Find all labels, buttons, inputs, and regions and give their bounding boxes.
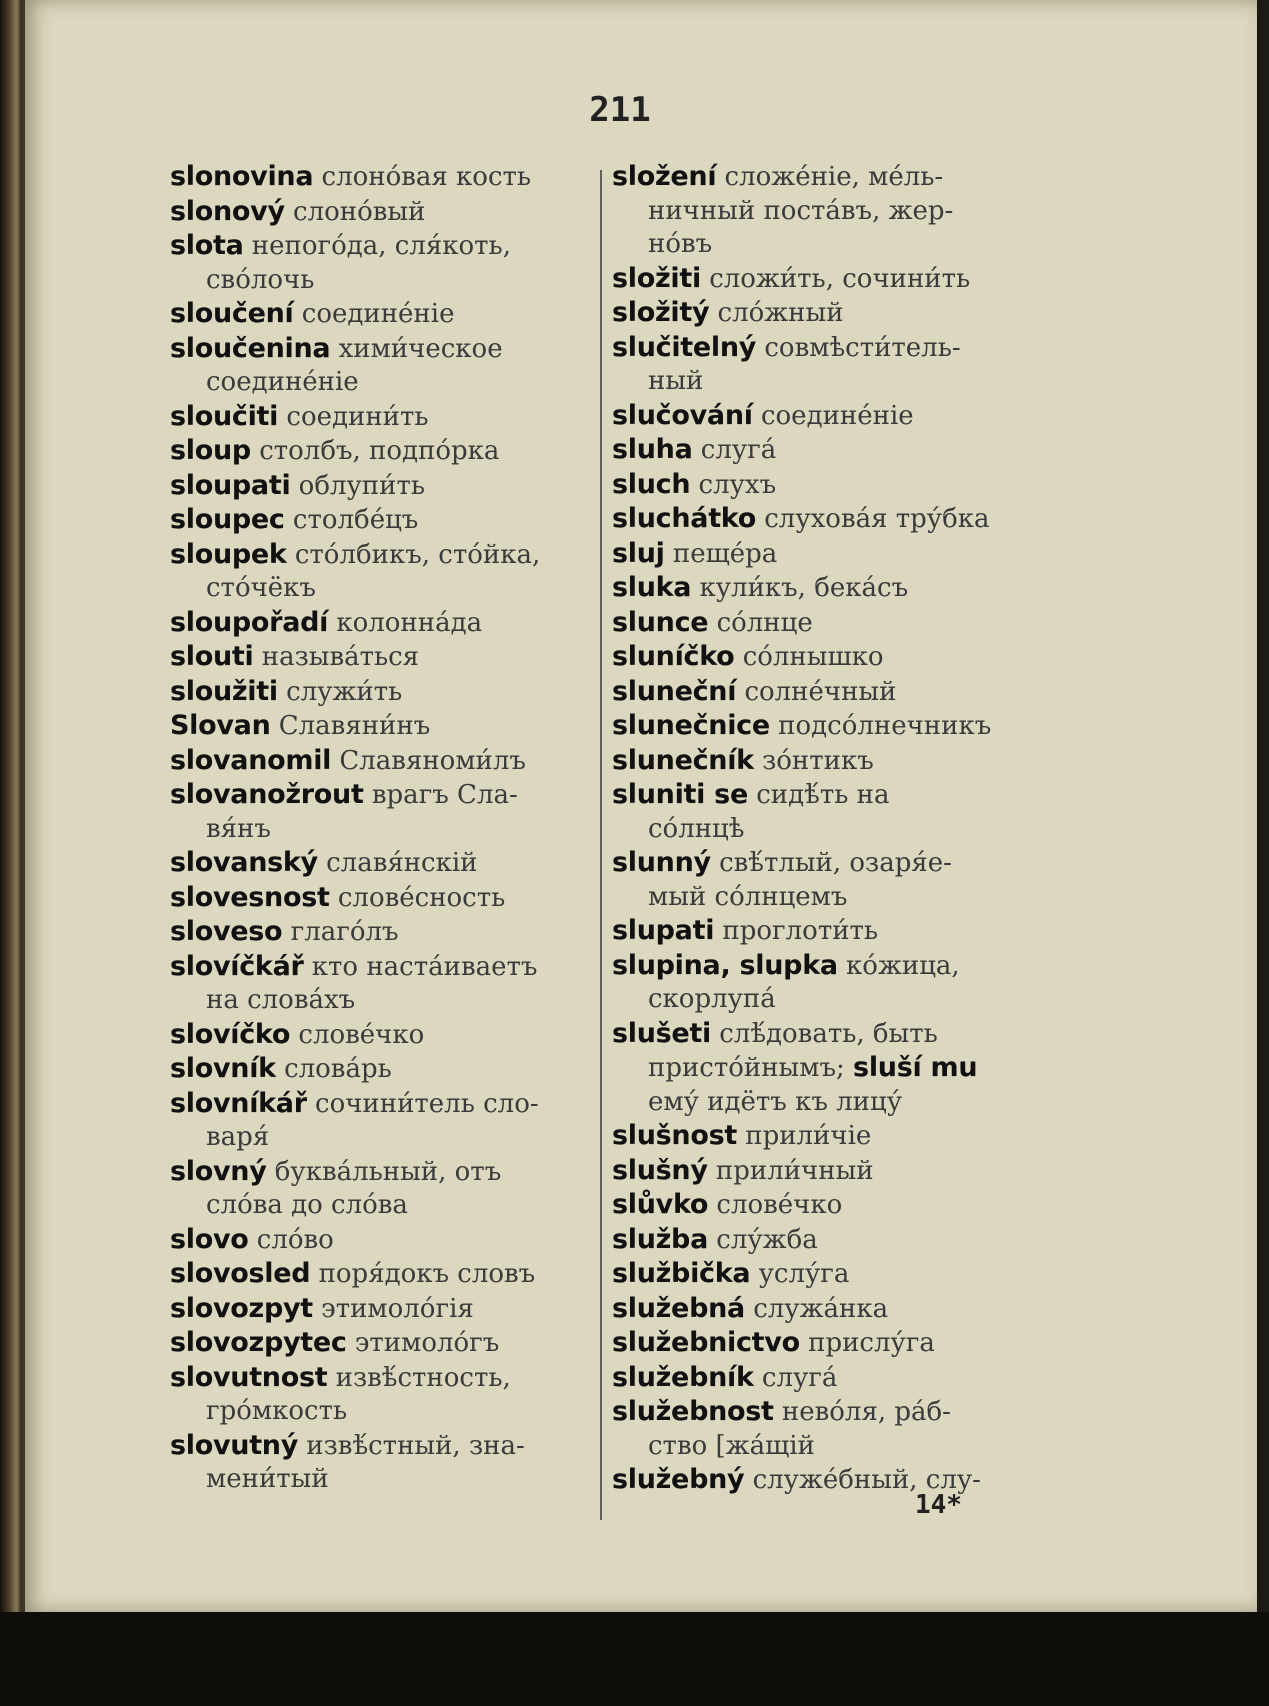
entry-definition-continued: ный (648, 366, 704, 396)
entry-definition: слу́жба (716, 1224, 818, 1255)
dictionary-entry (612, 160, 1032, 262)
entry-headword: složení (612, 161, 717, 192)
dictionary-entry (170, 469, 600, 504)
dictionary-entry (170, 332, 600, 400)
entry-headword: sloučiti (170, 400, 279, 432)
dictionary-entry (170, 915, 600, 950)
dictionary-entry (612, 1395, 1032, 1463)
entry-definition: со́лнышко (742, 642, 884, 672)
entry-headword: slučitelný (612, 331, 757, 363)
entry-definition: столбе́цъ (292, 505, 419, 535)
entry-headword: slovníkář (170, 1087, 307, 1119)
entry-headword: sluka (612, 572, 692, 603)
entry-definition: прили́чіе (745, 1121, 872, 1151)
entry-definition-continued: ему́ идётъ къ лицу́ (648, 1086, 903, 1117)
entry-definition: колонна́да (336, 607, 483, 638)
entry-definition: прислу́га (808, 1328, 935, 1358)
dictionary-entry (612, 606, 1032, 641)
book-spine (0, 0, 22, 1612)
dictionary-entry (612, 709, 1032, 744)
entry-definition: слове́чко (298, 1019, 425, 1050)
entry-headword: slonovina (170, 161, 314, 192)
dictionary-entry (170, 1326, 600, 1361)
dictionary-entry (170, 846, 600, 881)
entry-definition: поря́докъ словъ (318, 1259, 536, 1289)
entry-headword: slunce (612, 606, 709, 638)
dictionary-entry (612, 262, 1032, 297)
entry-headword: sloužiti (170, 675, 278, 707)
entry-definition: кто наста́иваетъ (311, 951, 538, 982)
entry-definition-continued: на слова́хъ (206, 985, 356, 1015)
entry-definition-continued: сво́лочь (206, 264, 315, 295)
entry-headword: slovanský (170, 847, 318, 878)
entry-headword: sluniti se (612, 779, 748, 810)
dictionary-entry (170, 160, 600, 195)
entry-definition: слоно́вый (293, 196, 426, 227)
entry-definition: славя́нскій (326, 848, 478, 878)
entry-definition: извѣ́стный, зна- (306, 1430, 525, 1461)
entry-definition: извѣ́стность, (335, 1362, 511, 1393)
entry-headword: slunečník (612, 744, 754, 776)
dictionary-entry (170, 950, 600, 1018)
entry-definition: слове́сность (337, 882, 506, 913)
dictionary-entry (170, 778, 600, 846)
dictionary-entry (170, 744, 600, 779)
entry-headword: slouti (170, 641, 254, 672)
dictionary-entry (612, 1188, 1032, 1223)
entry-headword: slovo (170, 1223, 249, 1255)
entry-definition: этимоло́гъ (354, 1328, 500, 1358)
entry-definition-continued: присто́йнымъ; (648, 1053, 845, 1083)
entry-definition-continued: но́въ (648, 229, 713, 259)
entry-headword: slovozpytec (170, 1327, 347, 1358)
entry-definition-continued: сто́чёкъ (206, 573, 316, 603)
entry-definition-continued: сло́ва до сло́ва (206, 1190, 408, 1220)
entry-definition: проглоти́ть (722, 916, 879, 946)
entry-definition-continued: варя́ (206, 1122, 270, 1152)
entry-headword: slovanomil (170, 744, 332, 776)
entry-definition: хими́ческое (338, 333, 503, 364)
entry-headword: službička (612, 1258, 751, 1289)
dictionary-entry (612, 914, 1032, 949)
dictionary-entry (170, 709, 600, 744)
entry-headword: služebnost (612, 1396, 774, 1427)
entry-headword: slovozpyt (170, 1292, 313, 1324)
entry-headword: sloveso (170, 916, 283, 947)
dictionary-entry (612, 1154, 1032, 1189)
entry-definition: глаго́лъ (290, 917, 399, 947)
entry-definition: сидѣ́ть на (756, 780, 890, 810)
dictionary-entry (170, 675, 600, 710)
dictionary-entry (170, 1087, 600, 1155)
entry-headword: slovosled (170, 1258, 311, 1289)
dictionary-entry (170, 195, 600, 230)
dictionary-entry (170, 434, 600, 469)
entry-headword: Slovan (170, 710, 271, 741)
entry-headword: sluchátko (612, 503, 756, 534)
entry-definition: свѣ́тлый, озаря́е- (719, 848, 952, 878)
entry-headword: slůvko (612, 1189, 709, 1220)
dictionary-entry (612, 433, 1032, 468)
entry-headword: slupina, slupka (612, 949, 838, 981)
entry-headword: slušnost (612, 1120, 737, 1151)
dictionary-entry (612, 1223, 1032, 1258)
entry-definition: непого́да, сля́коть, (251, 231, 511, 261)
dictionary-entry (612, 1463, 1032, 1498)
entry-definition: слуга́ (700, 435, 777, 465)
entry-headword: služebná (612, 1292, 745, 1324)
entry-definition: зо́нтикъ (762, 745, 874, 776)
entry-definition: сложи́ть, сочини́ть (709, 263, 971, 294)
entry-definition: прили́чный (715, 1155, 874, 1186)
entry-definition: соедине́ніе (760, 400, 914, 431)
dictionary-entry (612, 399, 1032, 434)
dictionary-entry (170, 1223, 600, 1258)
dictionary-entry (170, 1018, 600, 1053)
dictionary-entry (612, 537, 1032, 572)
entry-headword: slučování (612, 399, 753, 431)
entry-headword: sloupati (170, 469, 291, 501)
dictionary-entry (170, 229, 600, 297)
entry-definition: кули́къ, бека́съ (699, 573, 909, 603)
dictionary-entry (612, 949, 1032, 1017)
entry-headword: slovník (170, 1053, 276, 1084)
dictionary-entry (612, 1361, 1032, 1396)
entry-definition: служа́нка (753, 1293, 889, 1324)
entry-definition: служи́ть (286, 676, 403, 707)
entry-headword: sloup (170, 435, 251, 466)
entry-definition-continued: мый со́лнцемъ (648, 881, 848, 912)
column-divider (600, 170, 602, 1520)
dictionary-entry (612, 675, 1032, 710)
entry-definition: сложе́ніе, ме́ль- (724, 162, 944, 192)
entry-definition: врагъ Сла- (371, 780, 518, 810)
entry-definition: соедини́ть (286, 401, 429, 432)
entry-headword: služebný (612, 1464, 745, 1495)
entry-headword: sloupec (170, 504, 285, 535)
entry-definition: слове́чко (716, 1190, 843, 1220)
dictionary-entry (612, 1257, 1032, 1292)
dictionary-entry (170, 400, 600, 435)
dictionary-entry (170, 297, 600, 332)
page-bottom-edge (0, 1612, 1269, 1706)
entry-headword: slovesnost (170, 881, 330, 913)
dictionary-entry (170, 1429, 600, 1497)
entry-headword: slovný (170, 1155, 267, 1187)
entry-definition: сло́во (256, 1224, 334, 1255)
entry-definition: сочини́тель сло- (315, 1088, 539, 1119)
dictionary-entry (612, 778, 1032, 846)
entry-headword: sloupek (170, 538, 287, 570)
entry-definition: Славяноми́лъ (339, 745, 526, 776)
entry-definition: солне́чный (744, 676, 897, 707)
entry-headword: služba (612, 1223, 709, 1255)
dictionary-entry (612, 1326, 1032, 1361)
entry-definition: нево́ля, ра́б- (781, 1397, 951, 1427)
dictionary-entry (170, 1292, 600, 1327)
dictionary-entry (612, 640, 1032, 675)
entry-headword: slunečnice (612, 710, 770, 741)
entry-definition: сло́жный (717, 298, 844, 328)
entry-headword: slovutný (170, 1429, 299, 1461)
entry-headword: slonový (170, 195, 285, 227)
entry-headword: sluha (612, 434, 693, 465)
entry-headword: slunný (612, 847, 711, 878)
entry-definition: совмѣсти́тель- (764, 332, 961, 363)
entry-headword: služebnictvo (612, 1327, 800, 1358)
entry-headword: složiti (612, 262, 701, 294)
dictionary-entry (170, 606, 600, 641)
left-column (170, 160, 600, 1497)
entry-definition-continued: гро́мкость (206, 1396, 348, 1426)
right-column (612, 160, 1032, 1498)
dictionary-entry (612, 1017, 1032, 1120)
dictionary-entry (612, 296, 1032, 331)
entry-headword: slovutnost (170, 1361, 328, 1393)
entry-definition: услу́га (758, 1259, 850, 1289)
entry-definition: столбъ, подпо́рка (259, 436, 500, 466)
dictionary-entry (170, 1052, 600, 1087)
dictionary-entry (612, 1119, 1032, 1154)
entry-headword: slupati (612, 915, 715, 946)
entry-definition-continued: вя́нъ (206, 813, 271, 844)
entry-subheadword: sluší mu (853, 1052, 978, 1083)
entry-headword: služebník (612, 1361, 754, 1393)
entry-definition: подсо́лнечникъ (778, 711, 992, 741)
entry-headword: sloupořadí (170, 606, 329, 638)
entry-definition-continued: ничный поста́въ, жер- (648, 195, 954, 226)
entry-headword: slota (170, 230, 244, 261)
entry-headword: sluneční (612, 675, 737, 707)
entry-definition: буква́льный, отъ (274, 1156, 502, 1187)
dictionary-entry (170, 538, 600, 606)
entry-definition: облупи́ть (298, 470, 425, 501)
entry-definition-continued: ство [жа́щій (648, 1430, 815, 1461)
entry-headword: slušeti (612, 1017, 711, 1049)
dictionary-entry (612, 846, 1032, 914)
page-number: 211 (589, 90, 651, 130)
entry-definition: ко́жица, (846, 950, 960, 981)
entry-definition: слухова́я тру́бка (764, 504, 990, 534)
entry-definition: называ́ться (261, 642, 420, 672)
entry-headword: složitý (612, 297, 710, 328)
dictionary-entry (612, 468, 1032, 503)
entry-definition: этимоло́гія (321, 1293, 474, 1324)
entry-definition: пеще́ра (672, 538, 778, 569)
entry-headword: sluj (612, 537, 665, 569)
dictionary-entry (612, 331, 1032, 399)
dictionary-entry (170, 503, 600, 538)
dictionary-entry (170, 1361, 600, 1429)
entry-definition: сто́лбикъ, сто́йка, (294, 539, 541, 570)
entry-definition: слѣ́довать, быть (719, 1018, 938, 1049)
entry-definition: Славяни́нъ (278, 711, 431, 741)
dictionary-entry (170, 881, 600, 916)
dictionary-entry (612, 571, 1032, 606)
entry-headword: sluch (612, 468, 691, 500)
dictionary-entry (170, 640, 600, 675)
entry-definition: слуга́ (761, 1362, 838, 1393)
dictionary-entry (612, 744, 1032, 779)
entry-definition-continued: со́лнцѣ (648, 813, 745, 844)
entry-definition: слова́рь (284, 1054, 392, 1084)
entry-definition: со́лнце (716, 607, 813, 638)
entry-definition-continued: скорлупа́ (648, 984, 776, 1014)
signature-mark: 14* (915, 1490, 962, 1520)
entry-definition: служе́бный, слу- (752, 1465, 981, 1495)
entry-definition: слоно́вая кость (321, 162, 532, 192)
entry-definition: слухъ (698, 469, 777, 500)
entry-headword: slušný (612, 1154, 708, 1186)
entry-definition-continued: мени́тый (206, 1464, 329, 1494)
entry-headword: sloučení (170, 298, 294, 329)
dictionary-entry (170, 1155, 600, 1223)
entry-headword: slovíčko (170, 1018, 291, 1050)
entry-definition-continued: соедине́ніе (206, 367, 359, 397)
entry-headword: sluníčko (612, 641, 735, 672)
dictionary-entry (612, 1292, 1032, 1327)
entry-headword: slovanožrout (170, 779, 364, 810)
dictionary-entry (170, 1257, 600, 1292)
entry-headword: sloučenina (170, 332, 331, 364)
entry-headword: slovíčkář (170, 950, 304, 982)
entry-definition: соедине́ніе (301, 299, 455, 329)
dictionary-entry (612, 502, 1032, 537)
